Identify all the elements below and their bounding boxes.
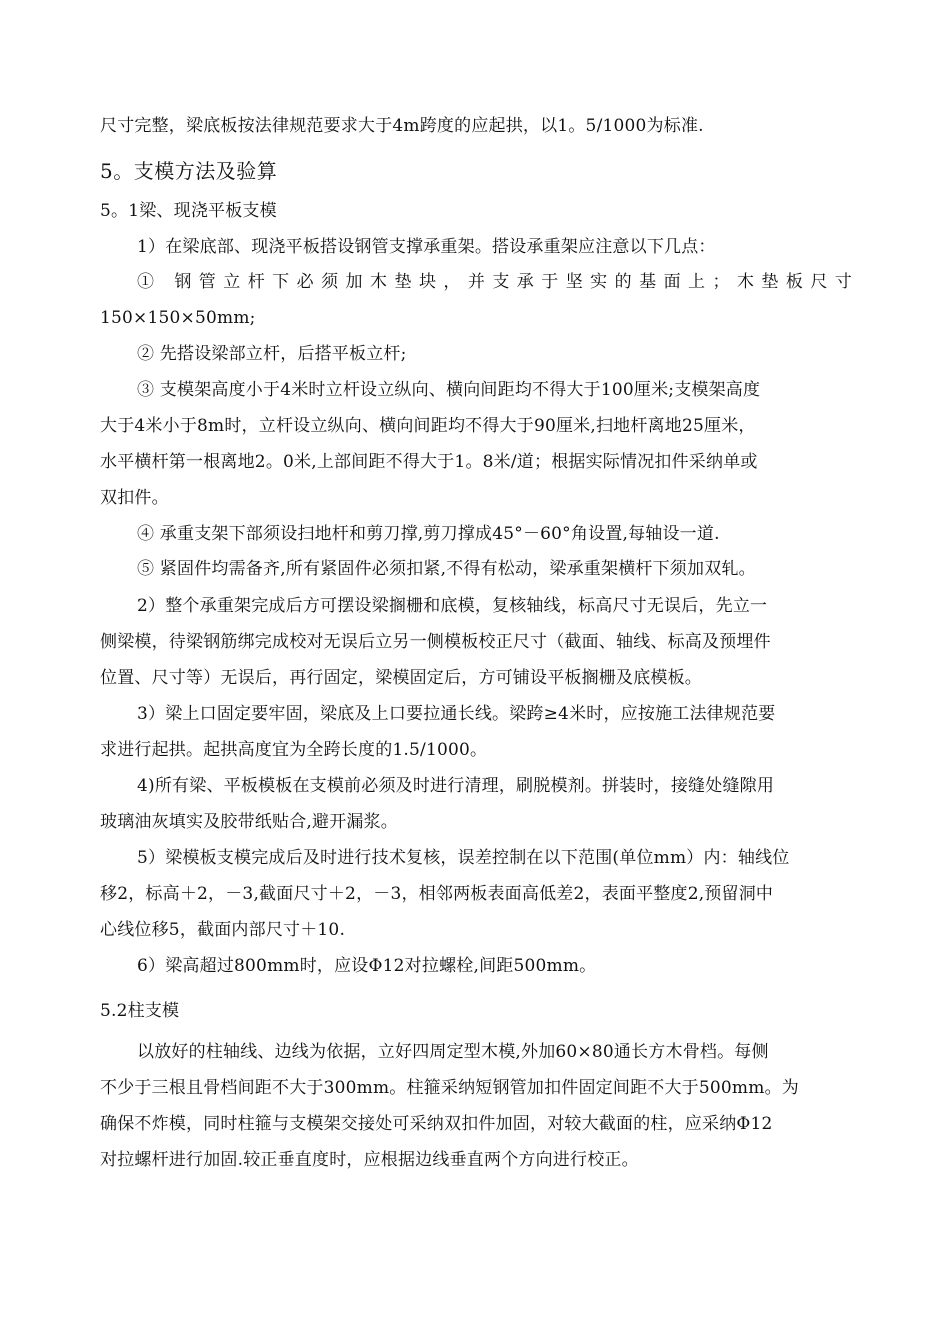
section-heading: 5。支模方法及验算 [100,159,278,183]
paragraph-line: 6）梁高超过800mm时，应设Φ12对拉螺栓,间距500mm。 [137,956,597,976]
subsection-heading: 5.2柱支模 [100,1001,180,1021]
paragraph-line: ④ 承重支架下部须设扫地杆和剪刀撑,剪刀撑成45°－60°角设置,每轴设一道. [137,524,720,544]
paragraph-line: ③ 支模架高度小于4米时立杆设立纵向、横向间距均不得大于100厘米;支模架高度 [137,380,761,400]
paragraph-line: 侧梁模，待梁钢筋绑完成校对无误后立另一侧模板校正尺寸（截面、轴线、标高及预埋件 [100,632,771,652]
paragraph-line: 4)所有梁、平板模板在支模前必须及时进行清理，刷脱模剂。拼装时，接缝处缝隙用 [137,776,775,796]
paragraph-line: 确保不炸模，同时柱箍与支模架交接处可采纳双扣件加固，对较大截面的柱，应采纳Φ12 [100,1114,773,1134]
paragraph-line: 大于4米小于8m时，立杆设立纵向、横向间距均不得大于90厘米,扫地杆离地25厘米， [100,416,756,436]
paragraph-line: ⑤ 紧固件均需备齐,所有紧固件必须扣紧,不得有松动，梁承重架横杆下须加双轧。 [137,559,756,579]
paragraph-line: 心线位移5，截面内部尺寸＋10. [100,920,346,940]
paragraph-line: 150×150×50mm; [100,308,256,328]
paragraph-line: 以放好的柱轴线、边线为依据，立好四周定型木模,外加60×80通长方木骨档。每侧 [137,1042,769,1062]
paragraph-line: 水平横杆第一根离地2。0米,上部间距不得大于1。8米/道；根据实际情况扣件采纳单或 [100,452,758,472]
paragraph-line: 尺寸完整，梁底板按法律规范要求大于4m跨度的应起拱，以1。5/1000为标准. [100,116,704,136]
paragraph-line: 求进行起拱。起拱高度宜为全跨长度的1.5/1000。 [100,740,488,760]
paragraph-line: ② 先搭设梁部立杆，后搭平板立杆; [137,344,407,364]
paragraph-line: 玻璃油灰填实及胶带纸贴合,避开漏浆。 [100,812,399,832]
paragraph-line: 移2，标高＋2，－3,截面尺寸＋2，－3，相邻两板表面高低差2，表面平整度2,预留洞中 [100,884,774,904]
paragraph-line: 对拉螺杆进行加固.较正垂直度时，应根据边线垂直两个方向进行校正。 [100,1150,639,1170]
paragraph-line: 2）整个承重架完成后方可摆设梁搁栅和底模，复核轴线，标高尺寸无误后，先立一 [137,596,768,616]
paragraph-line: 3）梁上口固定要牢固，梁底及上口要拉通长线。梁跨≥4米时，应按施工法律规范要 [137,704,776,724]
paragraph-line: 5）梁模板支模完成后及时进行技术复核，误差控制在以下范围(单位mm）内：轴线位 [137,848,790,868]
paragraph-line: 不少于三根且骨档间距不大于300mm。柱箍采纳短钢管加扣件固定间距不大于500mm。为 [100,1078,799,1098]
paragraph-line: 1）在梁底部、现浇平板搭设钢管支撑承重架。搭设承重架应注意以下几点： [137,237,716,257]
paragraph-line: 位置、尺寸等）无误后，再行固定，梁模固定后，方可铺设平板搁栅及底模板。 [100,668,702,688]
paragraph-line: ① 钢管立杆下必须加木垫块，并支承于坚实的基面上；木垫板尺寸 [137,272,852,292]
paragraph-line: 双扣件。 [100,488,169,508]
subsection-heading: 5。1梁、现浇平板支模 [100,201,277,221]
